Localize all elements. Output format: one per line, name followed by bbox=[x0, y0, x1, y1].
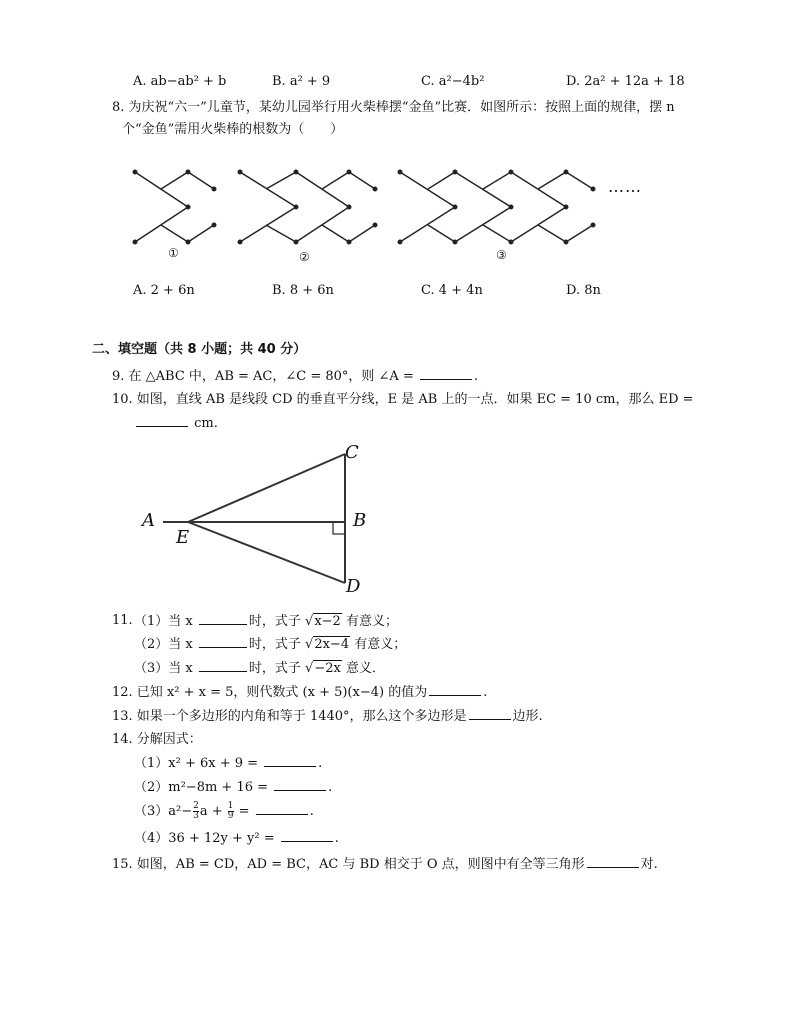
q11-item-2: （2）当 x 时，式子 √2x−4 有意义； bbox=[134, 637, 407, 652]
label-a: A bbox=[142, 510, 155, 531]
q13-blank[interactable] bbox=[469, 707, 511, 720]
q12 bbox=[112, 683, 487, 702]
q14-item-4 bbox=[134, 829, 339, 848]
q8-option-b: B. 8 + 6n bbox=[272, 283, 334, 298]
q14-2-end: . bbox=[328, 780, 333, 795]
label-b: B bbox=[353, 510, 367, 531]
q14-4-end: . bbox=[334, 831, 339, 846]
q14-3-end: . bbox=[309, 804, 314, 819]
q13-end: 边形. bbox=[512, 709, 543, 724]
q8-option-c: C. 4 + 4n bbox=[421, 283, 483, 298]
q10-unit: cm. bbox=[194, 416, 218, 431]
q9-end: . bbox=[473, 369, 479, 384]
q7-option-b: B. a² + 9 bbox=[272, 74, 331, 89]
fraction-two-thirds bbox=[193, 802, 199, 821]
frac-1-num: 2 bbox=[193, 801, 199, 811]
q8-stem-line1: 8. 为庆祝“六一”儿童节，某幼儿园举行用火柴棒摆“金鱼”比赛．如图所示：按照上面的规律，摆 n bbox=[112, 100, 675, 115]
label-d: D bbox=[346, 576, 361, 597]
q11-item-1: （1）当 x 时，式子 √x−2 有意义； bbox=[134, 614, 398, 629]
q14-title: 14. 分解因式： bbox=[112, 732, 202, 747]
q11-1-blank[interactable] bbox=[199, 612, 247, 625]
q14-2-blank[interactable] bbox=[274, 778, 326, 791]
q10-stem: 10. 如图，直线 AB 是线段 CD 的垂直平分线，E 是 AB 上的一点．如果 EC = 10 cm，那么 ED = bbox=[112, 392, 694, 407]
q11-2-radicand: 2x−4 bbox=[314, 637, 350, 652]
q11-1-post: 有意义； bbox=[345, 614, 398, 629]
q11-3-radicand: −2x bbox=[314, 661, 341, 676]
q11-2-pre: （2）当 x bbox=[134, 637, 193, 652]
q11-2-post: 有意义； bbox=[354, 637, 407, 652]
q11-1-mid: 时，式子 bbox=[248, 614, 301, 629]
q9 bbox=[112, 367, 478, 386]
q11-3-mid: 时，式子 bbox=[248, 661, 301, 676]
q14-2-text: （2）m²−8m + 16 = bbox=[134, 780, 269, 795]
fraction-one-ninth bbox=[228, 802, 234, 821]
q14-3-blank[interactable] bbox=[256, 802, 308, 815]
q14-item-3 bbox=[134, 802, 314, 821]
label-c: C bbox=[345, 442, 359, 463]
q8-stem-line2: 个“金鱼”需用火柴棒的根数为（ ） bbox=[122, 122, 344, 137]
q11-2-mid: 时，式子 bbox=[248, 637, 301, 652]
matchstick-figure-3 bbox=[398, 170, 595, 244]
label-e: E bbox=[176, 527, 190, 548]
q8-option-a: A. 2 + 6n bbox=[133, 283, 195, 298]
frac-2-num: 1 bbox=[227, 801, 234, 811]
q14-1-blank[interactable] bbox=[264, 754, 316, 767]
figure-label-2: ② bbox=[299, 250, 310, 264]
q11-2-blank[interactable] bbox=[199, 635, 247, 648]
q14-1-end: . bbox=[318, 756, 323, 771]
figure-label-1: ① bbox=[168, 246, 179, 260]
q15-end: 对. bbox=[640, 857, 658, 872]
continuation-dots: …… bbox=[608, 177, 642, 196]
q8-option-d: D. 8n bbox=[566, 283, 601, 298]
q9-text: 9. 在 △ABC 中，AB = AC，∠C = 80°，则 ∠A = bbox=[112, 369, 414, 384]
q11-1-pre: （1）当 x bbox=[134, 614, 193, 629]
q13 bbox=[112, 707, 543, 726]
q11-3-blank[interactable] bbox=[199, 659, 247, 672]
q13-text: 13. 如果一个多边形的内角和等于 1440°，那么这个多边形是 bbox=[112, 709, 467, 724]
matchstick-figures bbox=[0, 140, 794, 400]
q14-4-text: （4）36 + 12y + y² = bbox=[134, 831, 275, 846]
q12-text: 12. 已知 x² + x = 5，则代数式 (x + 5)(x−4) 的值为 bbox=[112, 685, 428, 700]
matchstick-figure-1 bbox=[133, 170, 216, 244]
q15-blank[interactable] bbox=[587, 855, 639, 868]
q15 bbox=[112, 855, 658, 874]
q7-option-c: C. a²−4b² bbox=[421, 74, 485, 89]
perpendicular-bisector-figure bbox=[0, 440, 794, 620]
q10-line2 bbox=[134, 414, 218, 433]
q14-3-pre: （3）a²− bbox=[134, 804, 193, 819]
q7-option-a: A. ab−ab² + b bbox=[133, 74, 227, 89]
q14-3-post: = bbox=[238, 804, 250, 819]
matchstick-figure-2 bbox=[238, 170, 377, 244]
section-title: 二、填空题（共 8 小题；共 40 分） bbox=[92, 342, 307, 357]
q9-blank[interactable] bbox=[420, 367, 472, 380]
q14-1-text: （1）x² + 6x + 9 = bbox=[134, 756, 259, 771]
q12-blank[interactable] bbox=[429, 683, 481, 696]
q11-item-3: （3）当 x 时，式子 √−2x 意义． bbox=[134, 661, 385, 676]
q10-blank[interactable] bbox=[136, 414, 188, 427]
q11-number: 11. bbox=[112, 613, 133, 628]
q14-4-blank[interactable] bbox=[281, 829, 333, 842]
q11-3-pre: （3）当 x bbox=[134, 661, 193, 676]
figure-label-3: ③ bbox=[496, 248, 507, 262]
q14-item-1 bbox=[134, 754, 322, 773]
q14-item-2 bbox=[134, 778, 332, 797]
q11-3-post: 意义． bbox=[345, 661, 385, 676]
q7-option-d: D. 2a² + 12a + 18 bbox=[566, 74, 685, 89]
frac-2-den: 9 bbox=[227, 811, 234, 821]
q12-end: . bbox=[483, 685, 488, 700]
q15-text: 15. 如图，AB = CD，AD = BC，AC 与 BD 相交于 O 点，则图中有全等三角形 bbox=[112, 857, 585, 872]
q14-3-mid: a + bbox=[199, 804, 223, 819]
frac-1-den: 3 bbox=[193, 811, 199, 821]
q11-1-radicand: x−2 bbox=[314, 614, 341, 629]
